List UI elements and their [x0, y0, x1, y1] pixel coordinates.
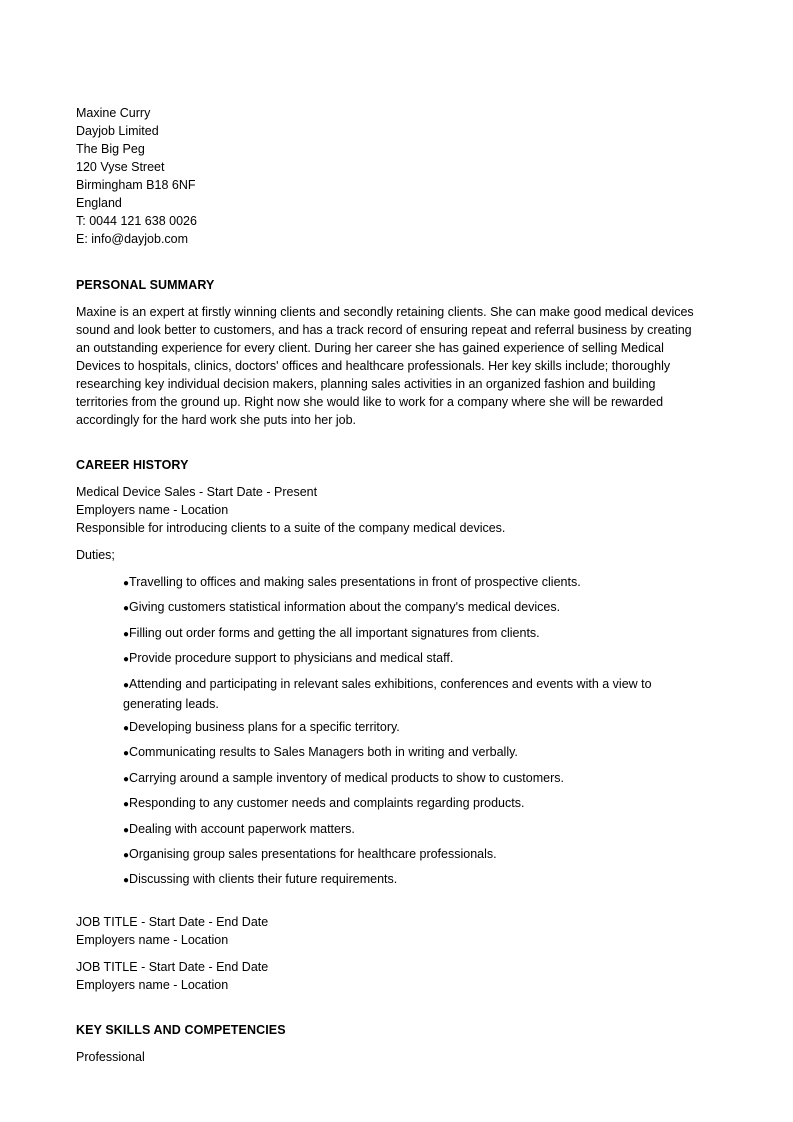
contact-building: The Big Peg [76, 142, 145, 156]
list-item [123, 845, 693, 865]
duties-label: Duties; [76, 548, 115, 562]
job-title: Medical Device Sales - Start Date - Present [76, 485, 318, 499]
list-item [123, 870, 693, 890]
bullet-icon: ● [123, 799, 130, 811]
bullet-icon: ● [123, 654, 130, 666]
list-item [123, 820, 693, 840]
list-item [123, 718, 693, 738]
key-skills-heading: KEY SKILLS AND COMPETENCIES [76, 1023, 286, 1038]
bullet-icon: ● [123, 824, 130, 836]
duty-text: Travelling to offices and making sales presentations in front of prospective clients. [129, 575, 581, 589]
duty-text: Responding to any customer needs and complaints regarding products. [129, 796, 525, 811]
job-employer: Employers name - Location [76, 933, 229, 948]
contact-country: England [76, 196, 122, 210]
list-item [123, 649, 693, 669]
contact-block [76, 104, 716, 248]
contact-company: Dayjob Limited [76, 124, 159, 138]
list-item [123, 769, 693, 789]
contact-name: Maxine Curry [76, 106, 151, 120]
bullet-icon: ● [123, 679, 130, 691]
duty-text: Discussing with clients their future requirements. [129, 872, 398, 887]
bullet-icon: ● [123, 849, 130, 861]
job-description: Responsible for introducing clients to a suite of the company medical devices. [76, 521, 506, 535]
list-item [123, 624, 693, 644]
key-skills-subheading: Professional [76, 1050, 145, 1065]
duty-text: Dealing with account paperwork matters. [129, 821, 355, 836]
contact-phone: T: 0044 121 638 0026 [76, 214, 197, 228]
duty-text: Attending and participating in relevant sales exhibitions, conferences and events with a view to generating leads. [123, 676, 652, 711]
resume-page [76, 104, 716, 1066]
personal-summary-heading: PERSONAL SUMMARY [76, 278, 215, 292]
career-history-heading: CAREER HISTORY [76, 458, 189, 472]
job-employer: Employers name - Location [76, 978, 229, 993]
bullet-icon: ● [123, 722, 130, 734]
list-item [123, 794, 693, 814]
job-title: JOB TITLE - Start Date - End Date [76, 960, 269, 975]
job-entry-1 [76, 483, 716, 537]
bullet-icon: ● [123, 748, 130, 760]
contact-city: Birmingham B18 6NF [76, 178, 196, 192]
job-title: JOB TITLE - Start Date - End Date [76, 915, 269, 930]
bullet-icon: ● [123, 773, 130, 785]
duty-text: Communicating results to Sales Managers both in writing and verbally. [129, 745, 518, 760]
job-employer: Employers name - Location [76, 503, 229, 517]
duty-text: Organising group sales presentations for healthcare professionals. [129, 846, 497, 861]
list-item [123, 675, 693, 713]
duty-text: Carrying around a sample inventory of medical products to show to customers. [129, 770, 564, 785]
bullet-icon: ● [123, 578, 130, 589]
bullet-icon: ● [123, 603, 130, 615]
list-item [123, 743, 693, 763]
duty-text: Filling out order forms and getting the all important signatures from clients. [129, 625, 540, 640]
duty-text: Giving customers statistical information about the company's medical devices. [129, 600, 561, 615]
list-item [123, 573, 693, 593]
job-entry-2 [76, 913, 716, 949]
job-entry-3 [76, 958, 716, 994]
duty-text: Provide procedure support to physicians and medical staff. [129, 651, 454, 666]
bullet-icon: ● [123, 875, 130, 887]
list-item [123, 598, 693, 618]
duty-text: Developing business plans for a specific territory. [129, 719, 400, 734]
bullet-icon: ● [123, 628, 130, 640]
contact-email: E: info@dayjob.com [76, 232, 189, 246]
duties-list [76, 573, 693, 890]
personal-summary-text: Maxine is an expert at firstly winning clients and secondly retaining clients. She can make good medical devices sound and look better to customers, and has a track record of ensuring repeat and referral business by creating an outstanding experience for every client. During her career she has gained experience of selling Medical Devices to hospitals, clinics, doctors' offices and healthcare professionals. Her key skills include; thoroughly researching key individual decision makers, planning sales activities in an organized fashion and building territories from the ground up. Right now she would like to work for a company where she will be rewarded accordingly for the hard work she puts into her job. [76, 305, 694, 427]
contact-street: 120 Vyse Street [76, 160, 165, 174]
